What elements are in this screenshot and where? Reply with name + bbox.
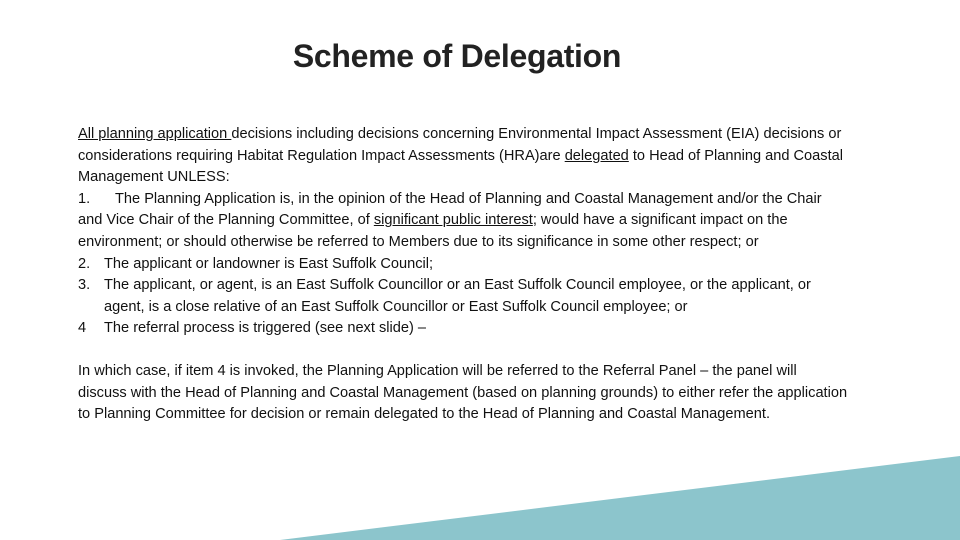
list-item-1 (78, 189, 848, 254)
list-item-2-text: The applicant or landowner is East Suffolk Council; (104, 255, 434, 272)
slide-title: Scheme of Delegation (292, 38, 622, 74)
closing-paragraph: In which case, if item 4 is invoked, the Planning Application will be referred to the Referral Panel – the panel will discuss with the Head of Planning and Coastal Management (based on planning grounds) to either refer the application to Planning Committee for decision or remain delegated to the Head of Planning and Coastal Management. (78, 362, 848, 423)
list-item-4-number: 4 (78, 320, 87, 337)
list-item-1-text-end: ; would have a significant impact on the environment; or should otherwise be referred to Members due to its significance in some other respect; or (78, 212, 788, 250)
spacer (78, 340, 848, 361)
list-item-1-number: 1. (78, 190, 91, 207)
list-item-3-text: The applicant, or agent, is an East Suffolk Councillor or an East Suffolk Council employee, or the applicant, or agent, is a close relative of an East Suffolk Councillor or East Suffolk Council employee; or (104, 277, 811, 315)
list-item-2 (78, 254, 848, 276)
list-item-1-underlined: significant public interest (373, 212, 533, 229)
list-item-4-text: The referral process is triggered (see next slide) – (104, 320, 427, 337)
list-item-3-number: 3. (78, 277, 91, 294)
list-item-4 (78, 318, 848, 340)
list-item-1-text: The Planning Application is, in the opinion of the Head of Planning and Coastal Management and/or the Chair and Vice Chair of the Planning Committee, of (78, 190, 822, 229)
intro-underlined-subject: All planning application (78, 126, 232, 142)
list-item-3 (78, 275, 848, 318)
intro-paragraph (78, 124, 848, 189)
accent-wedge (280, 456, 960, 540)
intro-text: decisions including decisions concerning Environmental Impact Assessment (EIA) decisions or considerations requiring Habitat Regulation Impact Assessments (HRA)are (78, 126, 842, 164)
intro-text-end: to Head of Planning and Coastal Management UNLESS: (78, 147, 844, 186)
slide-body (78, 124, 848, 426)
list-item-2-number: 2. (78, 255, 91, 272)
intro-underlined-delegated: delegated (564, 147, 629, 164)
